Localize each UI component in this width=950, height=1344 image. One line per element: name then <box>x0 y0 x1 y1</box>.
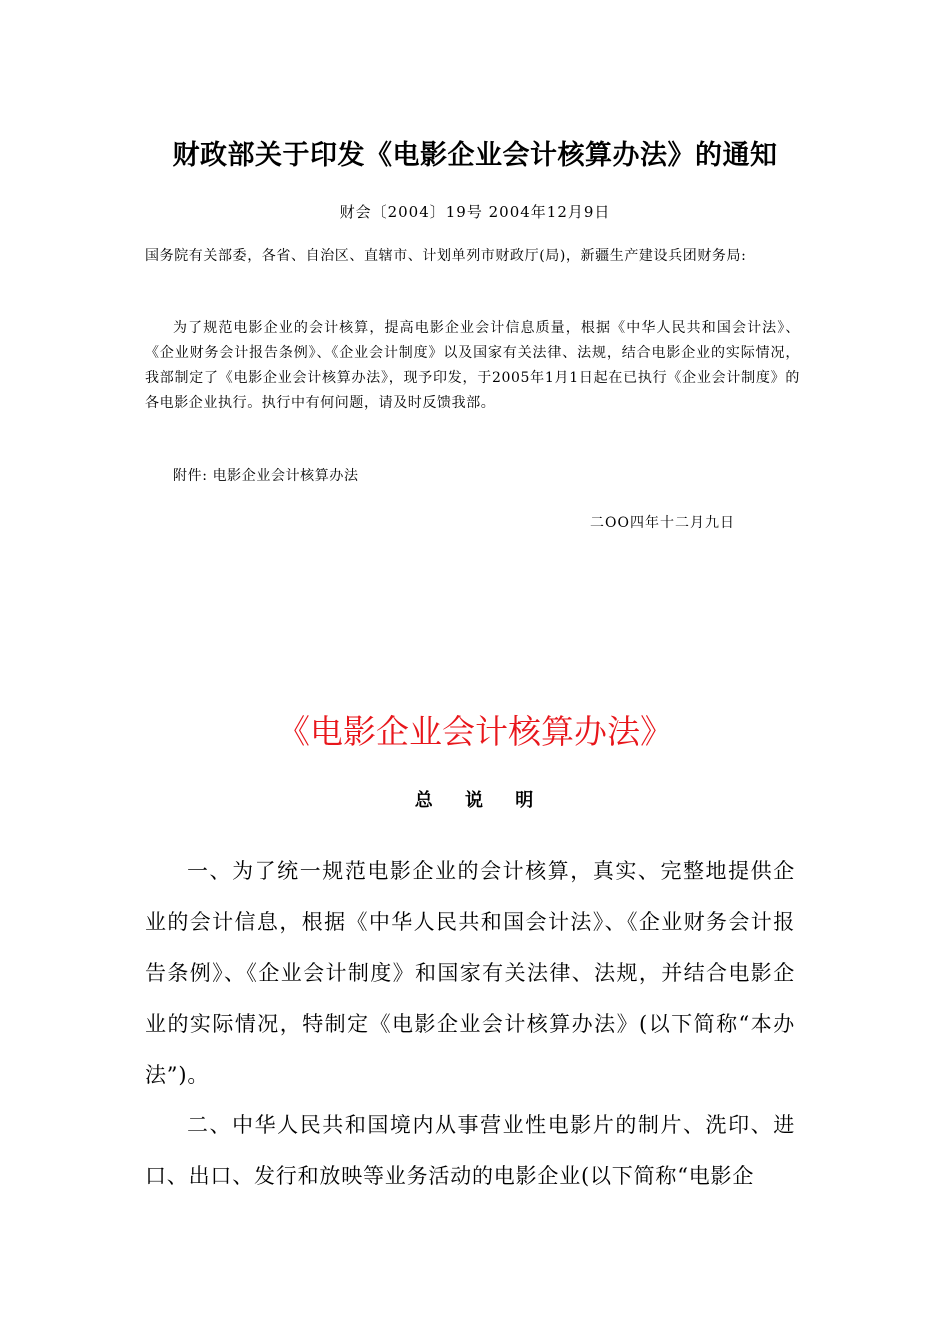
signature-date: 二OO四年十二月九日 <box>590 515 735 531</box>
recipients-line: 国务院有关部委，各省、自治区、直辖市、计划单列市财政厅(局)，新疆生产建设兵团财务局: <box>145 248 747 264</box>
method-paragraph-2: 二、中华人民共和国境内从事营业性电影片的制片、洗印、进口、出口、发行和放映等业务活动的电影企业(以下简称“电影企 <box>145 1113 795 1188</box>
section-heading: 总 说 明 <box>414 790 536 811</box>
notice-body-paragraph: 为了规范电影企业的会计核算，提高电影企业会计信息质量，根据《中华人民共和国会计法》、《企业财务会计报告条例》、《企业会计制度》以及国家有关法律、法规，结合电影企业的实际情况，我部制定了《电影企业会计核算办法》，现予印发，于2005年1月1日起在已执行《企业会计制度》的各电影企业执行。执行中有何问题，请及时反馈我部。 <box>145 320 800 411</box>
method-paragraph-1: 一、为了统一规范电影企业的会计核算，真实、完整地提供企业的会计信息，根据《中华人民共和国会计法》、《企业财务会计报告条例》、《企业会计制度》和国家有关法律、法规，并结合电影企业的实际情况，特制定《电影企业会计核算办法》(以下简称“本办法”)。 <box>145 859 795 1087</box>
document-number: 财会〔2004〕19号 2004年12月9日 <box>339 203 611 221</box>
notice-title: 财政部关于印发《电影企业会计核算办法》的通知 <box>172 140 778 171</box>
method-title: 《电影企业会计核算办法》 <box>277 712 673 751</box>
attachment-line: 附件: 电影企业会计核算办法 <box>173 468 359 484</box>
